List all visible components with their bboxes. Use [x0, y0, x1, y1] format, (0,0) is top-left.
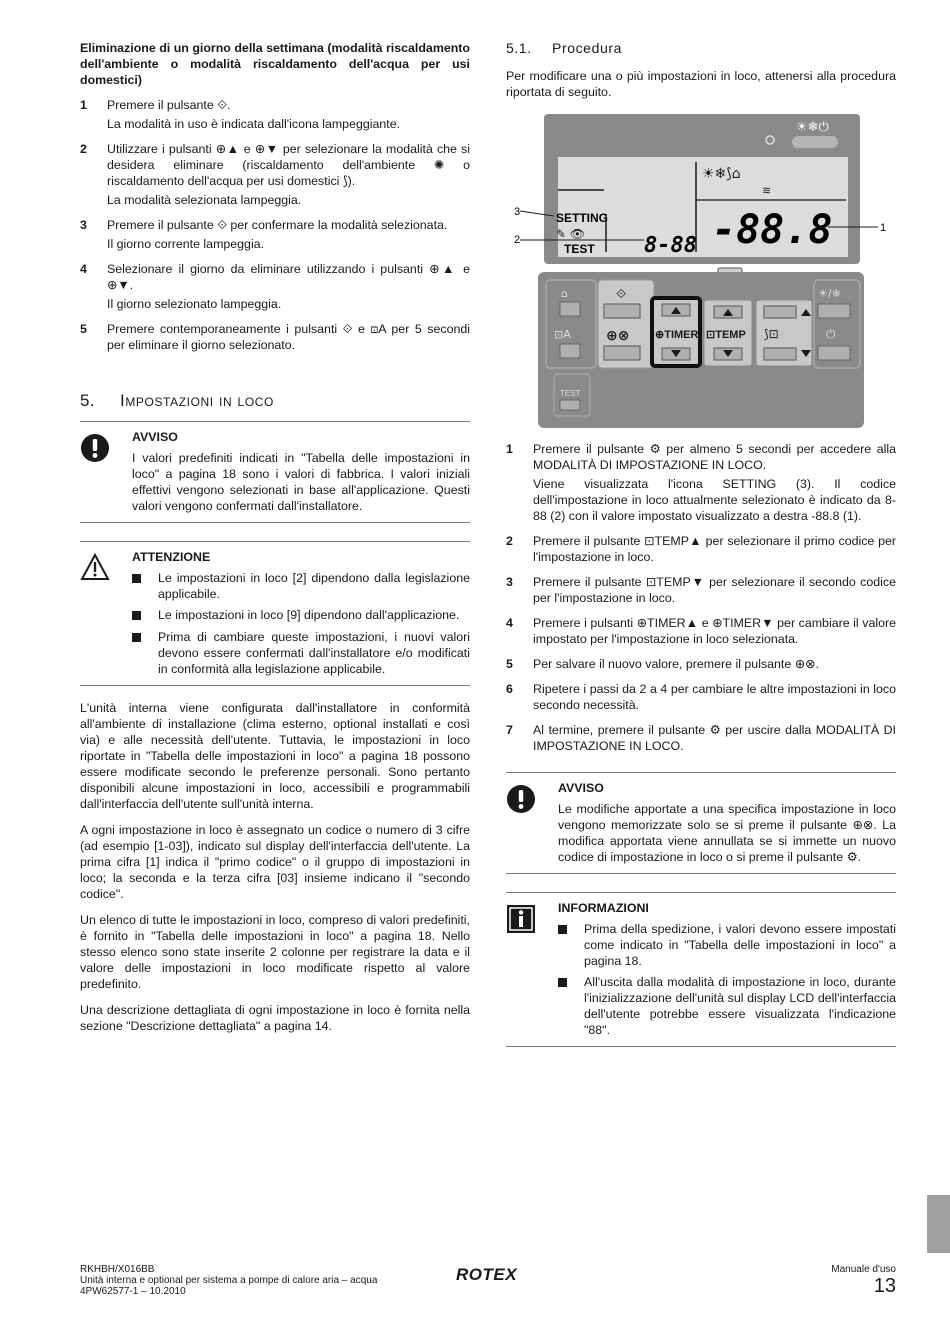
- step-text: Premere il pulsante ⟐ per confermare la modalità selezionata.: [107, 218, 448, 232]
- brand-logo: ROTEX: [456, 1265, 518, 1284]
- lcd-mode-icons: ☀❄⟆⌂: [702, 166, 741, 182]
- step-text: Il giorno corrente lampeggia.: [107, 237, 265, 251]
- body-paragraph: Una descrizione dettagliata di ogni impostazione in loco è fornita nella sezione "Descrizione dettagliata" a pagina 14.: [80, 1003, 470, 1033]
- callout-1: 1: [880, 222, 887, 234]
- step-item: [506, 681, 896, 713]
- step-text: Utilizzare i pulsanti ⊕▲ e ⊕▼ per selezionare la modalità che si desidera eliminare (riscaldamento dell'ambiente ✺ o riscaldamento dell'acqua per usi domestici ⟆).: [107, 142, 470, 188]
- svg-text:⟐: ⟐: [616, 287, 627, 302]
- timer-button-label: ⊕TIMER: [655, 329, 699, 341]
- bullet-item: [558, 921, 896, 969]
- attenzione-box: [80, 541, 470, 686]
- step-text: Premere il pulsante ⟐.: [107, 98, 231, 112]
- step-number: 1: [506, 442, 513, 456]
- left-steps-list: [80, 97, 470, 353]
- step-number: 6: [506, 682, 513, 696]
- body-paragraph: L'unità interna viene configurata dall'installatore in conformità all'ambiente di installazione (clima esterno, optional installati e così via) e alle necessità dell'utente. Tuttavia, le impostazioni in loco riportate in "Tabella delle impostazioni in loco" a pagina 18 possono essere modificate secondo le preferenze personali. Sono pertanto disponibili alcune impostazioni in loco, accessibili e programmabili dall'interfaccia dell'utente sull'unità interna.: [80, 701, 470, 811]
- subsection-number: 5.1.: [506, 40, 532, 56]
- lcd-heater-icon: ≋: [762, 184, 772, 197]
- warning-exclamation-icon: [506, 780, 558, 865]
- step-item: [80, 141, 470, 208]
- step-text: Per salvare il nuovo valore, premere il pulsante ⊕⊗.: [533, 657, 819, 671]
- right-steps-list: [506, 441, 896, 754]
- bullet-item: [132, 629, 470, 677]
- bullet-square-icon: [132, 633, 141, 642]
- svg-text:⊕⊗: ⊕⊗: [606, 328, 630, 344]
- caution-triangle-icon: [80, 549, 132, 677]
- step-item: [80, 321, 470, 353]
- step-item: [80, 97, 470, 132]
- bullet-square-icon: [132, 574, 141, 583]
- avviso-box: [80, 421, 470, 523]
- bullet-item: [132, 570, 470, 602]
- subsection-title: Procedura: [552, 40, 622, 56]
- info-icon: [506, 900, 558, 1038]
- wrench-eye-icons: ✎ 👁: [556, 227, 586, 241]
- informazioni-box: [506, 892, 896, 1047]
- step-number: 4: [80, 262, 87, 276]
- callout-3: 3: [514, 206, 521, 218]
- subsection-title: Eliminazione di un giorno della settimana (modalità riscaldamento dell'ambiente o modalità riscaldamento dell'acqua per usi domestici): [80, 41, 470, 87]
- controller-illustration: [506, 112, 896, 432]
- step-number: 2: [506, 534, 513, 548]
- svg-text:⌂: ⌂: [561, 287, 568, 300]
- footer-description: Unità interna e optional per sistema a pompe di calore aria – acqua: [80, 1275, 378, 1286]
- svg-text:⊡A: ⊡A: [554, 328, 571, 341]
- step-item: [506, 574, 896, 606]
- step-text: Selezionare il giorno da eliminare utilizzando i pulsanti ⊕▲ e ⊕▼.: [107, 262, 470, 292]
- step-item: [506, 615, 896, 647]
- bullet-text: Le impostazioni in loco [9] dipendono dall'applicazione.: [158, 608, 460, 622]
- test-button-label: TEST: [560, 389, 581, 398]
- subsection-heading: [506, 40, 896, 56]
- top-oval-button: [792, 136, 838, 148]
- bullet-text: All'uscita dalla modalità di impostazione in loco, durante l'inizializzazione dell'unità sul display LCD dell'interfaccia dell'utente potrebbe essere visualizzata l'indicazione "88".: [584, 975, 896, 1037]
- controller-diagram: [506, 112, 896, 432]
- attenzione-list: [132, 570, 470, 677]
- footer-doc-code: 4PW62577-1 – 10.2010: [80, 1286, 186, 1297]
- callout-2: 2: [514, 234, 521, 246]
- lcd-code-digits: 8-88: [644, 233, 697, 258]
- step-text: Premere contemporaneamente i pulsanti ⟐ e ⊡A per 5 secondi per eliminare il giorno selezionato.: [107, 322, 470, 352]
- left-paragraphs: [80, 700, 470, 1034]
- right-column: [506, 40, 896, 1047]
- info-title: INFORMAZIONI: [558, 901, 649, 915]
- step-item: [506, 656, 896, 672]
- step-number: 5: [80, 322, 87, 336]
- bullet-item: [132, 607, 470, 624]
- avviso-box-right: [506, 772, 896, 874]
- step-number: 2: [80, 142, 87, 156]
- step-text: Ripetere i passi da 2 a 4 per cambiare le altre impostazioni in loco secondo necessità.: [533, 682, 896, 712]
- step-text: Premere il pulsante ⊡TEMP▲ per selezionare il primo codice per l'impostazione in loco.: [533, 534, 896, 564]
- footer-manual: Manuale d'uso: [831, 1264, 896, 1275]
- step-item: [80, 217, 470, 252]
- section-number: 5.: [80, 391, 95, 410]
- temp-button-label: ⊡TEMP: [706, 329, 746, 341]
- bullet-item: [558, 974, 896, 1038]
- svg-text:☀/❄: ☀/❄: [818, 287, 841, 300]
- step-text: Viene visualizzata l'icona SETTING (3). Il codice dell'impostazione in loco attualmente selezionato è indicato da 8-88 (2) con il valore impostato visualizzato a destra -88.8 (1).: [533, 477, 896, 523]
- avviso-text: I valori predefiniti indicati in "Tabella delle impostazioni in loco" a pagina 18 sono i valori di fabbrica. I valori iniziali effettivi vengono selezionati in base all'applicazione. Questi valori vengono confermati dall'installatore.: [132, 451, 470, 513]
- step-number: 7: [506, 723, 513, 737]
- info-list: [558, 921, 896, 1038]
- avviso-title: AVVISO: [132, 430, 178, 444]
- svg-text:⏻: ⏻: [826, 327, 836, 341]
- bullet-square-icon: [558, 925, 567, 934]
- left-column: [80, 40, 470, 1034]
- step-text: Premere il pulsante ⚙ per almeno 5 secondi per accedere alla MODALITÀ DI IMPOSTAZIONE IN LOCO.: [533, 442, 896, 472]
- procedure-intro: Per modificare una o più impostazioni in loco, attenersi alla procedura riportata di seguito.: [506, 69, 896, 99]
- step-text: Al termine, premere il pulsante ⚙ per uscire dalla MODALITÀ DI IMPOSTAZIONE IN LOCO.: [533, 723, 896, 753]
- section-title: Impostazioni in loco: [120, 391, 274, 410]
- step-item: [506, 533, 896, 565]
- lcd-test-label: TEST: [564, 242, 595, 256]
- step-number: 3: [80, 218, 87, 232]
- step-item: [80, 261, 470, 312]
- step-text: Premere i pulsanti ⊕TIMER▲ e ⊕TIMER▼ per cambiare il valore impostato per l'impostazione in loco selezionata.: [533, 616, 896, 646]
- section-heading: [80, 393, 470, 409]
- lcd-setting-label: SETTING: [556, 211, 609, 225]
- bullet-text: Le impostazioni in loco [2] dipendono dalla legislazione applicabile.: [158, 571, 470, 601]
- step-number: 5: [506, 657, 513, 671]
- step-item: [506, 722, 896, 754]
- body-paragraph: A ogni impostazione in loco è assegnato un codice o numero di 3 cifre (ad esempio [1-03]), indicato sul display dell'interfaccia dell'utente. La prima cifra [1] indica il "primo codice" o il gruppo di impostazioni in loco; la seconda e la terza cifra [03] insieme indicano il "secondo codice".: [80, 823, 470, 901]
- step-text: Il giorno selezionato lampeggia.: [107, 297, 282, 311]
- svg-text:⟆⊡: ⟆⊡: [764, 327, 779, 341]
- page-edge-tab: [927, 1195, 950, 1253]
- step-item: [506, 441, 896, 524]
- step-text: Premere il pulsante ⊡TEMP▼ per selezionare il secondo codice per l'impostazione in loco.: [533, 575, 896, 605]
- bullet-square-icon: [558, 978, 567, 987]
- avviso-title-right: AVVISO: [558, 781, 604, 795]
- top-mode-icons: ☀❄⏻: [796, 120, 829, 135]
- step-number: 4: [506, 616, 513, 630]
- bullet-square-icon: [132, 611, 141, 620]
- body-paragraph: Un elenco di tutte le impostazioni in loco, compreso di valori predefiniti, è fornito in "Tabella delle impostazioni in loco" a pagina 18. Nello stesso elenco sono state inserite 2 colonne per registrare la data e il valore delle impostazioni in loco modificate rispetto al valore predefinito.: [80, 913, 470, 991]
- footer-model: RKHBH/X016BB: [80, 1264, 155, 1275]
- page-number: 13: [873, 1275, 896, 1297]
- bullet-text: Prima della spedizione, i valori devono essere impostati come indicato in "Tabella delle impostazioni in loco" a pagina 18.: [584, 922, 896, 968]
- lcd-value-digits: -88.8: [712, 207, 833, 253]
- step-text: La modalità in uso è indicata dall'icona lampeggiante.: [107, 117, 401, 131]
- attenzione-title: ATTENZIONE: [132, 550, 211, 564]
- avviso-text-right: Le modifiche apportate a una specifica impostazione in loco vengono memorizzate solo se si preme il pulsante ⊕⊗. La modifica apportata viene annullata se si immette un nuovo codice di impostazione in loco o si preme il pulsante ⚙.: [558, 802, 896, 864]
- step-number: 3: [506, 575, 513, 589]
- step-number: 1: [80, 98, 87, 112]
- step-text: La modalità selezionata lampeggia.: [107, 193, 302, 207]
- warning-exclamation-icon: [80, 429, 132, 514]
- bullet-text: Prima di cambiare queste impostazioni, i nuovi valori devono essere confermati dall'installatore e/o modificati in conformità alla legislazione applicabile.: [158, 630, 470, 676]
